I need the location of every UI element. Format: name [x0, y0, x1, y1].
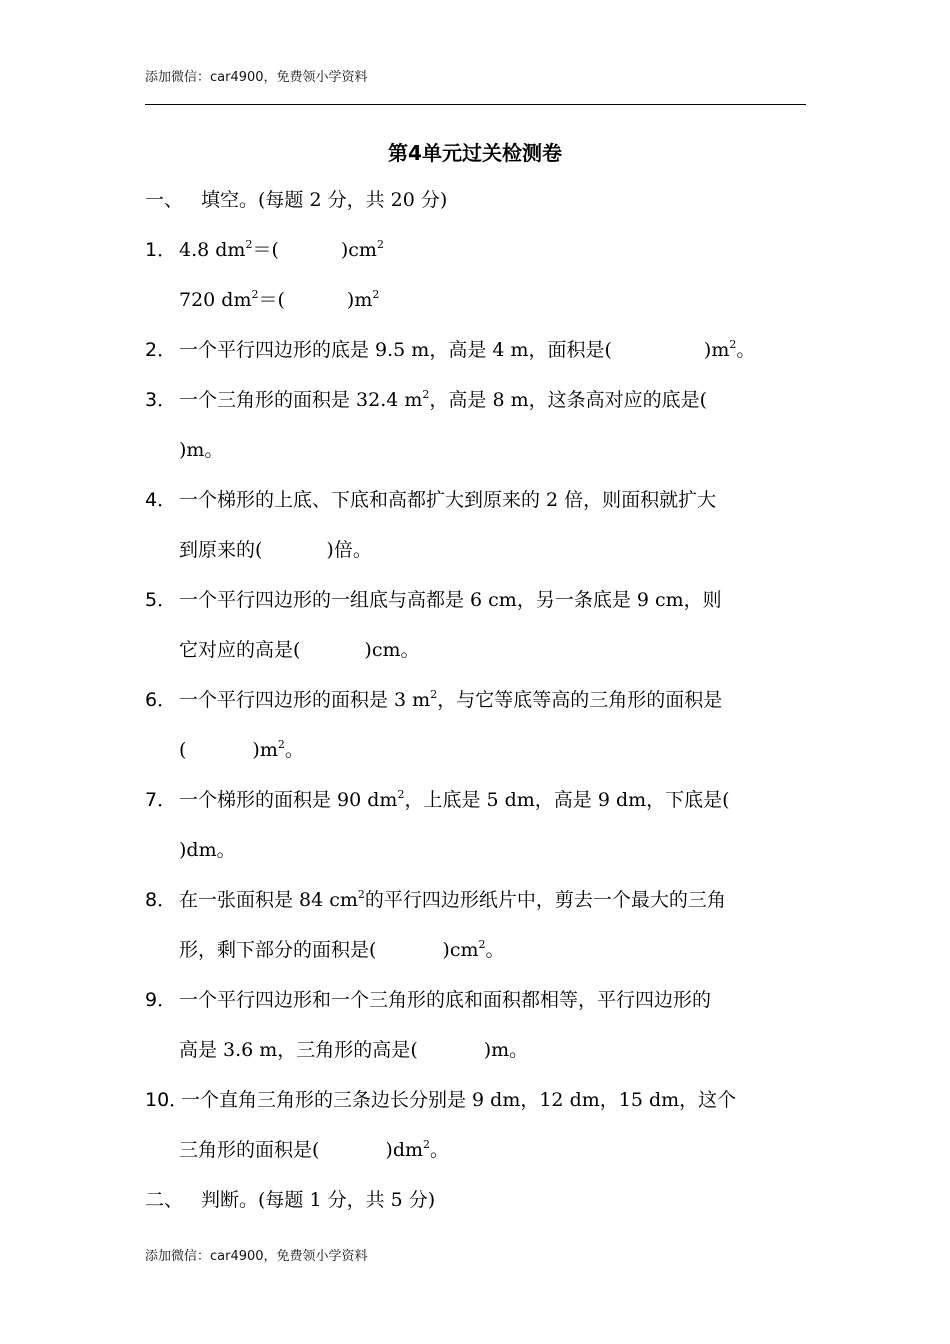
question-text: 一个梯形的上底、下底和高都扩大到原来的 2 倍，则面积就扩大 [179, 489, 717, 511]
question-number: 6． [145, 689, 177, 711]
superscript: 2 [423, 1138, 431, 1151]
question-10-line-2 [179, 1138, 449, 1162]
question-8-line-2 [179, 938, 505, 962]
question-text: 。 [430, 1139, 450, 1161]
page-title: 第4单元过关检测卷 [388, 141, 562, 165]
question-1-line-2 [179, 288, 379, 312]
question-text: )cm。 [364, 639, 420, 661]
question-text: 到原来的( [179, 539, 263, 561]
section-title: 判断。(每题 1 分，共 5 分) [201, 1189, 436, 1211]
question-text: 在一张面积是 84 cm [179, 889, 358, 911]
question-text: )cm [442, 939, 479, 961]
question-3-line-2 [179, 438, 223, 462]
question-5 [145, 588, 722, 612]
question-text: )m。 [483, 1039, 529, 1061]
question-number: 3． [145, 389, 177, 411]
question-text: 。 [736, 339, 756, 361]
question-number: 1． [145, 239, 177, 261]
superscript: 2 [430, 688, 438, 701]
question-text: 三角形的面积是( [179, 1139, 320, 1161]
footer-note: 添加微信：car4900，免费领小学资料 [145, 1249, 368, 1264]
superscript: 2 [277, 738, 285, 751]
question-number: 9． [145, 989, 177, 1011]
question-6-line-2 [179, 738, 304, 762]
question-number: 5． [145, 589, 177, 611]
question-4-line-2 [179, 538, 372, 562]
question-text: ( [179, 739, 187, 761]
superscript: 2 [376, 238, 384, 251]
question-text: ，高是 8 m，这条高对应的底是( [429, 389, 708, 411]
question-text: )cm [340, 239, 377, 261]
question-text: )m [252, 739, 278, 761]
superscript: 2 [422, 388, 430, 401]
question-3 [145, 388, 707, 412]
question-text: 一个平行四边形的一组底与高都是 6 cm，另一条底是 9 cm，则 [179, 589, 722, 611]
question-text: ＝( [258, 289, 285, 311]
superscript: 2 [251, 288, 259, 301]
superscript: 2 [729, 338, 737, 351]
question-text: )m [346, 289, 373, 311]
question-text: 一个梯形的面积是 90 dm [179, 789, 398, 811]
question-text: )m。 [179, 439, 224, 461]
superscript: 2 [397, 788, 405, 801]
question-number: 10． [145, 1089, 189, 1111]
header-note: 添加微信：car4900，免费领小学资料 [145, 70, 368, 85]
question-4 [145, 488, 716, 512]
question-7 [145, 788, 730, 812]
question-text: 720 dm [179, 289, 252, 311]
question-text: 一个直角三角形的三条边长分别是 9 dm，12 dm，15 dm，这个 [181, 1089, 737, 1111]
question-text: 一个平行四边形的底是 9.5 m，高是 4 m，面积是( [179, 339, 612, 361]
question-text: 。 [485, 939, 505, 961]
question-1 [145, 238, 384, 262]
question-number: 7． [145, 789, 177, 811]
section-1-heading [145, 188, 447, 212]
question-6 [145, 688, 722, 712]
section-title: 填空。(每题 2 分，共 20 分) [201, 189, 448, 211]
question-text: 一个平行四边形和一个三角形的底和面积都相等，平行四边形的 [179, 989, 712, 1011]
question-text: 它对应的高是( [179, 639, 301, 661]
question-9-line-2 [179, 1038, 528, 1062]
question-text: ，与它等底等高的三角形的面积是 [437, 689, 723, 711]
question-number: 2． [145, 339, 177, 361]
question-text: 形，剩下部分的面积是( [179, 939, 377, 961]
question-text: )dm [385, 1139, 424, 1161]
question-text: 。 [284, 739, 304, 761]
superscript: 2 [245, 238, 253, 251]
question-7-line-2 [179, 838, 236, 862]
question-number: 4． [145, 489, 177, 511]
question-text: 高是 3.6 m，三角形的高是( [179, 1039, 418, 1061]
section-2-heading [145, 1188, 435, 1212]
question-text: )dm。 [179, 839, 236, 861]
superscript: 2 [478, 938, 486, 951]
question-text: 一个平行四边形的面积是 3 m [179, 689, 431, 711]
question-text: )m [703, 339, 730, 361]
question-text: )倍。 [326, 539, 372, 561]
section-marker: 一、 [145, 189, 184, 211]
question-text: ＝( [252, 239, 279, 261]
question-text: 的平行四边形纸片中，剪去一个最大的三角 [364, 889, 726, 911]
question-9 [145, 988, 711, 1012]
question-text: 4.8 dm [179, 239, 246, 261]
question-text: ，上底是 5 dm，高是 9 dm，下底是( [404, 789, 730, 811]
section-marker: 二、 [145, 1189, 184, 1211]
header-divider [145, 104, 806, 105]
question-8 [145, 888, 726, 912]
question-2 [145, 338, 755, 362]
superscript: 2 [372, 288, 380, 301]
question-5-line-2 [179, 638, 420, 662]
question-number: 8． [145, 889, 177, 911]
superscript: 2 [357, 888, 365, 901]
question-10 [145, 1088, 736, 1112]
question-text: 一个三角形的面积是 32.4 m [179, 389, 423, 411]
